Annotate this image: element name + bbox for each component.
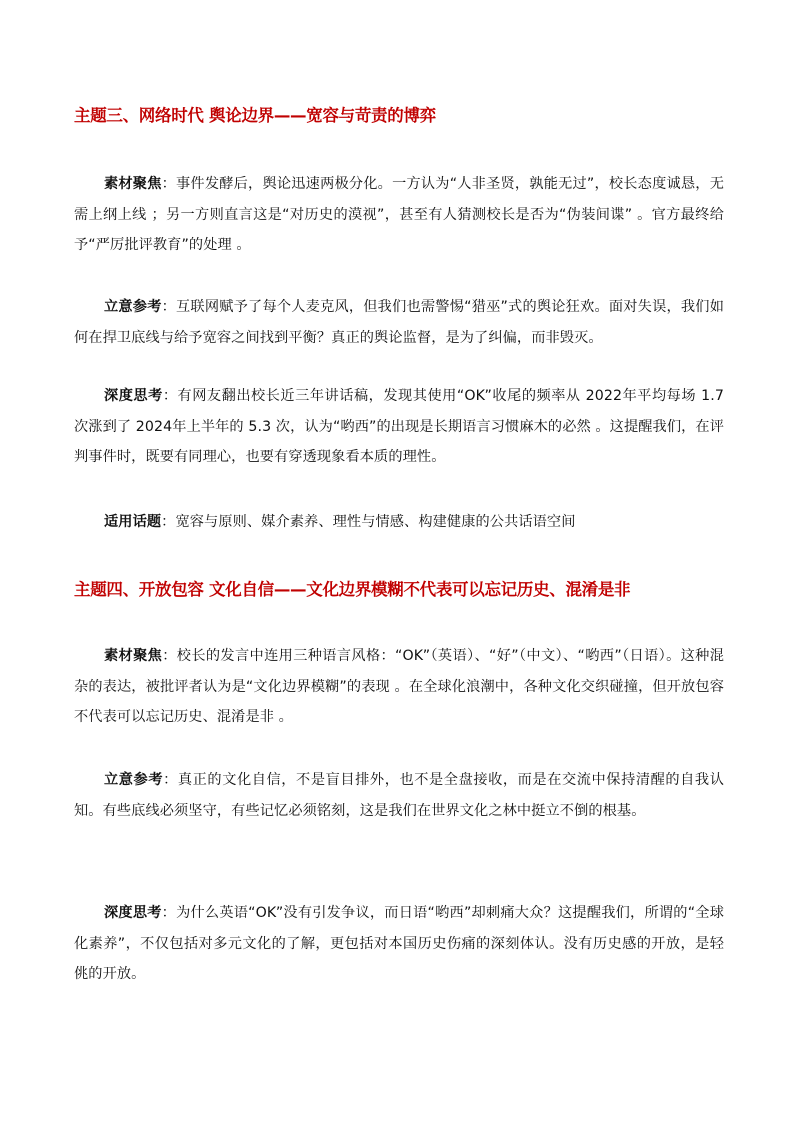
- think-text: 有网友翻出校长近三年讲话稿，发现其使用“OK”收尾的频率从 2022年平均每场 1.7 次涨到了 2024年上半年的 5.3 次，认为“哟西”的出现是长期语言习惯麻木的必然 。这提醒我们，在评判事件时，既要有同理心，也要有穿透现象看本质的理性。: [74, 388, 724, 465]
- section-4-idea-paragraph: 立意参考：真正的文化自信，不是盲目排外，也不是全盘接收，而是在交流中保持清醒的自我认知。有些底线必须坚守，有些记忆必须铭刻，这是我们在世界文化之林中挺立不倒的根基。: [74, 772, 724, 819]
- idea-text: 互联网赋予了每个人麦克风，但我们也需警惕“猎巫”式的舆论狂欢。面对失误，我们如何在捍卫底线与给予宽容之间找到平衡？真正的舆论监督，是为了纠偏，而非毁灭。: [74, 299, 724, 346]
- think-label: 深度思考: [104, 905, 162, 921]
- material-text: 校长的发言中连用三种语言风格：“OK”（英语）、“好”（中文）、“哟西”（日语）。这种混杂的表达，被批评者认为是“文化边界模糊”的表现 。在全球化浪潮中，各种文化交织碰撞，但开放包容不代表可以忘记历史、混淆是非 。: [74, 648, 725, 725]
- section-4-think-paragraph: 深度思考：为什么英语“OK”没有引发争议，而日语“哟西”却刺痛大众？这提醒我们，所谓的“全球化素养”，不仅包括对多元文化的了解，更包括对本国历史伤痛的深刻体认。没有历史感的开放，是轻佻的开放。: [74, 905, 724, 982]
- think-label: 深度思考: [104, 388, 163, 404]
- section-3-idea-paragraph: 立意参考：互联网赋予了每个人麦克风，但我们也需警惕“猎巫”式的舆论狂欢。面对失误，我们如何在捍卫底线与给予宽容之间找到平衡？真正的舆论监督，是为了纠偏，而非毁灭。: [74, 299, 724, 346]
- material-label: 素材聚焦: [104, 648, 163, 664]
- section-4-material-paragraph: 素材聚焦：校长的发言中连用三种语言风格：“OK”（英语）、“好”（中文）、“哟西”（日语）。这种混杂的表达，被批评者认为是“文化边界模糊”的表现 。在全球化浪潮中，各种文化交织碰撞，但开放包容不代表可以忘记历史、混淆是非 。: [74, 648, 725, 725]
- section-3-material-paragraph: 素材聚焦：事件发酵后，舆论迅速两极分化。一方认为“人非圣贤，孰能无过”，校长态度诚恳，无需上纲上线 ；另一方则直言这是“对历史的漠视”，甚至有人猜测校长是否为“伪装间谍” 。官方最终给予“严厉批评教育”的处理 。: [74, 176, 724, 253]
- topics-text: 宽容与原则、媒介素养、理性与情感、构建健康的公共话语空间: [175, 514, 576, 530]
- material-label: 素材聚焦: [104, 176, 162, 192]
- think-text: 为什么英语“OK”没有引发争议，而日语“哟西”却刺痛大众？这提醒我们，所谓的“全球化素养”，不仅包括对多元文化的了解，更包括对本国历史伤痛的深刻体认。没有历史感的开放，是轻佻的开放。: [74, 905, 724, 982]
- topics-label: 适用话题: [104, 514, 162, 530]
- section-4-heading: 主题四、开放包容 文化自信——文化边界模糊不代表可以忘记历史、混淆是非: [74, 580, 631, 599]
- section-3-heading: 主题三、网络时代 舆论边界——宽容与苛责的博弈: [74, 106, 436, 125]
- idea-label: 立意参考: [104, 772, 164, 788]
- section-3-think-paragraph: 深度思考：有网友翻出校长近三年讲话稿，发现其使用“OK”收尾的频率从 2022年平均每场 1.7 次涨到了 2024年上半年的 5.3 次，认为“哟西”的出现是长期语言习惯麻木的必然 。这提醒我们，在评判事件时，既要有同理心，也要有穿透现象看本质的理性。: [74, 388, 724, 465]
- idea-label: 立意参考: [104, 299, 162, 315]
- idea-text: 真正的文化自信，不是盲目排外，也不是全盘接收，而是在交流中保持清醒的自我认知。有些底线必须坚守，有些记忆必须铭刻，这是我们在世界文化之林中挺立不倒的根基。: [74, 772, 724, 819]
- section-3-topics-paragraph: 适用话题：宽容与原则、媒介素养、理性与情感、构建健康的公共话语空间: [104, 514, 576, 530]
- material-text: 事件发酵后，舆论迅速两极分化。一方认为“人非圣贤，孰能无过”，校长态度诚恳，无需上纲上线 ；另一方则直言这是“对历史的漠视”，甚至有人猜测校长是否为“伪装间谍” 。官方最终给予“严厉批评教育”的处理 。: [74, 176, 724, 253]
